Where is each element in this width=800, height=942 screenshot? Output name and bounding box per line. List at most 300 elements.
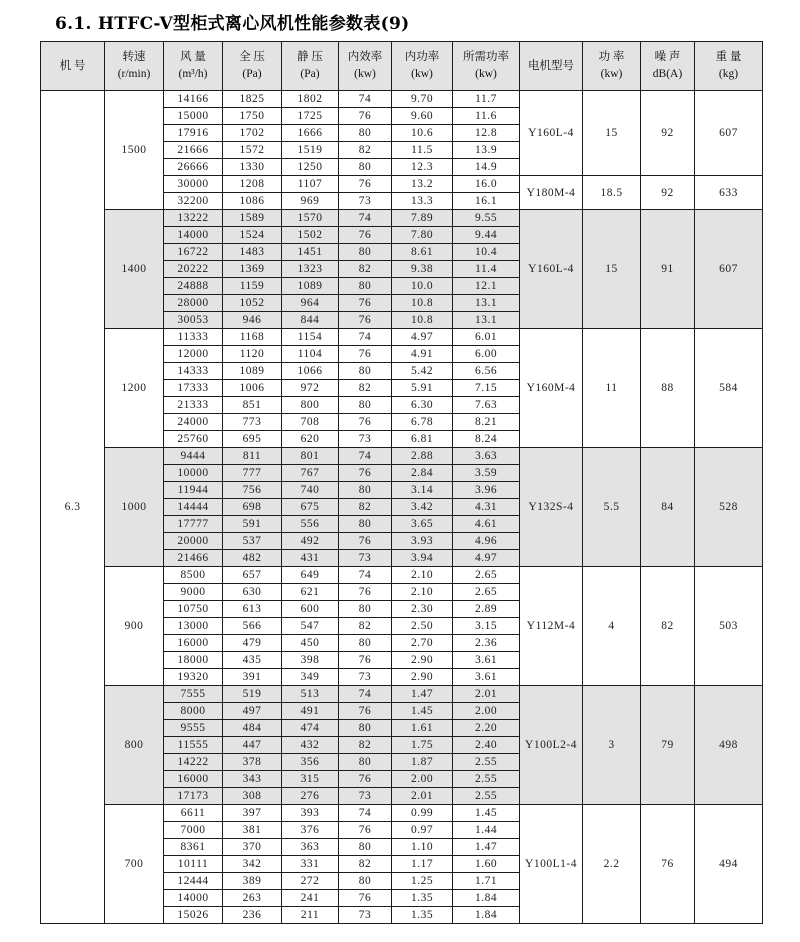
efficiency-cell: 82 <box>339 618 392 635</box>
total_pressure-cell: 946 <box>223 312 282 329</box>
required_power-cell: 16.1 <box>453 193 520 210</box>
machine-number-cell: 6.3 <box>41 91 105 924</box>
col-header-unit: dB(A) <box>652 68 683 80</box>
static_pressure-cell: 431 <box>282 550 339 567</box>
weight-cell: 633 <box>695 176 763 210</box>
col-header-unit: (kw) <box>475 68 497 80</box>
efficiency-cell: 73 <box>339 669 392 686</box>
flow-cell: 14166 <box>164 91 223 108</box>
col-header-label: 全 压 <box>239 51 265 64</box>
efficiency-cell: 80 <box>339 125 392 142</box>
table-row <box>41 91 763 108</box>
total_pressure-cell: 343 <box>223 771 282 788</box>
required_power-cell: 13.1 <box>453 312 520 329</box>
col-header-label: 转速 <box>122 51 146 64</box>
required_power-cell: 1.44 <box>453 822 520 839</box>
static_pressure-cell: 1725 <box>282 108 339 125</box>
motor-power-cell: 18.5 <box>583 176 641 210</box>
weight-cell: 503 <box>695 567 763 686</box>
required_power-cell: 2.55 <box>453 788 520 805</box>
efficiency-cell: 80 <box>339 244 392 261</box>
required_power-cell: 12.8 <box>453 125 520 142</box>
total_pressure-cell: 1825 <box>223 91 282 108</box>
internal_power-cell: 4.91 <box>392 346 453 363</box>
efficiency-cell: 76 <box>339 652 392 669</box>
internal_power-cell: 3.65 <box>392 516 453 533</box>
efficiency-cell: 76 <box>339 584 392 601</box>
flow-cell: 14000 <box>164 890 223 907</box>
static_pressure-cell: 276 <box>282 788 339 805</box>
internal_power-cell: 0.97 <box>392 822 453 839</box>
flow-cell: 10111 <box>164 856 223 873</box>
static_pressure-cell: 620 <box>282 431 339 448</box>
total_pressure-cell: 1589 <box>223 210 282 227</box>
efficiency-cell: 76 <box>339 312 392 329</box>
motor-power-cell: 15 <box>583 210 641 329</box>
total_pressure-cell: 1572 <box>223 142 282 159</box>
col-header-unit: (kw) <box>411 68 433 80</box>
col-header-label: 内功率 <box>404 51 440 64</box>
total_pressure-cell: 773 <box>223 414 282 431</box>
efficiency-cell: 76 <box>339 890 392 907</box>
col-header-efficiency <box>339 42 392 91</box>
col-header-weight <box>695 42 763 91</box>
flow-cell: 9444 <box>164 448 223 465</box>
efficiency-cell: 80 <box>339 754 392 771</box>
static_pressure-cell: 1451 <box>282 244 339 261</box>
flow-cell: 14000 <box>164 227 223 244</box>
table-row <box>41 805 763 822</box>
speed-cell: 1500 <box>105 91 164 210</box>
efficiency-cell: 82 <box>339 142 392 159</box>
static_pressure-cell: 1666 <box>282 125 339 142</box>
static_pressure-cell: 349 <box>282 669 339 686</box>
motor-power-cell: 2.2 <box>583 805 641 924</box>
efficiency-cell: 80 <box>339 720 392 737</box>
flow-cell: 26666 <box>164 159 223 176</box>
static_pressure-cell: 491 <box>282 703 339 720</box>
flow-cell: 17777 <box>164 516 223 533</box>
flow-cell: 14333 <box>164 363 223 380</box>
internal_power-cell: 1.87 <box>392 754 453 771</box>
motor-model-cell: Y160L-4 <box>520 91 583 176</box>
noise-cell: 91 <box>641 210 695 329</box>
total_pressure-cell: 811 <box>223 448 282 465</box>
total_pressure-cell: 756 <box>223 482 282 499</box>
total_pressure-cell: 484 <box>223 720 282 737</box>
efficiency-cell: 76 <box>339 822 392 839</box>
total_pressure-cell: 1524 <box>223 227 282 244</box>
efficiency-cell: 74 <box>339 567 392 584</box>
required_power-cell: 3.59 <box>453 465 520 482</box>
internal_power-cell: 5.91 <box>392 380 453 397</box>
static_pressure-cell: 1802 <box>282 91 339 108</box>
weight-cell: 584 <box>695 329 763 448</box>
internal_power-cell: 7.89 <box>392 210 453 227</box>
internal_power-cell: 8.61 <box>392 244 453 261</box>
required_power-cell: 12.1 <box>453 278 520 295</box>
efficiency-cell: 74 <box>339 210 392 227</box>
col-header-static_pressure <box>282 42 339 91</box>
flow-cell: 15000 <box>164 108 223 125</box>
table-body <box>41 91 763 924</box>
motor-power-cell: 11 <box>583 329 641 448</box>
static_pressure-cell: 844 <box>282 312 339 329</box>
internal_power-cell: 2.70 <box>392 635 453 652</box>
flow-cell: 28000 <box>164 295 223 312</box>
internal_power-cell: 1.61 <box>392 720 453 737</box>
internal_power-cell: 1.75 <box>392 737 453 754</box>
static_pressure-cell: 211 <box>282 907 339 924</box>
total_pressure-cell: 1006 <box>223 380 282 397</box>
static_pressure-cell: 393 <box>282 805 339 822</box>
efficiency-cell: 80 <box>339 873 392 890</box>
total_pressure-cell: 1750 <box>223 108 282 125</box>
flow-cell: 12000 <box>164 346 223 363</box>
flow-cell: 32200 <box>164 193 223 210</box>
internal_power-cell: 6.78 <box>392 414 453 431</box>
col-header-unit: (kg) <box>718 68 739 80</box>
col-header-internal_power <box>392 42 453 91</box>
flow-cell: 14444 <box>164 499 223 516</box>
col-header-required_power <box>453 42 520 91</box>
total_pressure-cell: 236 <box>223 907 282 924</box>
flow-cell: 21666 <box>164 142 223 159</box>
static_pressure-cell: 398 <box>282 652 339 669</box>
required_power-cell: 1.84 <box>453 907 520 924</box>
internal_power-cell: 2.90 <box>392 669 453 686</box>
required_power-cell: 2.00 <box>453 703 520 720</box>
static_pressure-cell: 969 <box>282 193 339 210</box>
table-row <box>41 448 763 465</box>
static_pressure-cell: 1502 <box>282 227 339 244</box>
efficiency-cell: 82 <box>339 856 392 873</box>
noise-cell: 84 <box>641 448 695 567</box>
flow-cell: 10750 <box>164 601 223 618</box>
flow-cell: 8000 <box>164 703 223 720</box>
motor-model-cell: Y180M-4 <box>520 176 583 210</box>
efficiency-cell: 76 <box>339 533 392 550</box>
col-header-label: 风 量 <box>180 51 206 64</box>
flow-cell: 21466 <box>164 550 223 567</box>
efficiency-cell: 76 <box>339 465 392 482</box>
col-header-machine <box>41 42 105 91</box>
motor-model-cell: Y112M-4 <box>520 567 583 686</box>
internal_power-cell: 3.14 <box>392 482 453 499</box>
static_pressure-cell: 740 <box>282 482 339 499</box>
speed-cell: 1200 <box>105 329 164 448</box>
col-header-motor_model <box>520 42 583 91</box>
static_pressure-cell: 1107 <box>282 176 339 193</box>
motor-model-cell: Y100L2-4 <box>520 686 583 805</box>
static_pressure-cell: 556 <box>282 516 339 533</box>
required_power-cell: 3.61 <box>453 669 520 686</box>
weight-cell: 607 <box>695 91 763 176</box>
required_power-cell: 2.65 <box>453 567 520 584</box>
weight-cell: 494 <box>695 805 763 924</box>
internal_power-cell: 1.35 <box>392 890 453 907</box>
flow-cell: 11333 <box>164 329 223 346</box>
flow-cell: 21333 <box>164 397 223 414</box>
internal_power-cell: 1.35 <box>392 907 453 924</box>
flow-cell: 13000 <box>164 618 223 635</box>
total_pressure-cell: 378 <box>223 754 282 771</box>
required_power-cell: 11.7 <box>453 91 520 108</box>
required_power-cell: 2.65 <box>453 584 520 601</box>
efficiency-cell: 73 <box>339 907 392 924</box>
required_power-cell: 2.20 <box>453 720 520 737</box>
efficiency-cell: 80 <box>339 482 392 499</box>
internal_power-cell: 2.01 <box>392 788 453 805</box>
fan-performance-table <box>40 41 763 924</box>
efficiency-cell: 74 <box>339 329 392 346</box>
required_power-cell: 2.01 <box>453 686 520 703</box>
static_pressure-cell: 600 <box>282 601 339 618</box>
total_pressure-cell: 1159 <box>223 278 282 295</box>
speed-cell: 800 <box>105 686 164 805</box>
flow-cell: 24888 <box>164 278 223 295</box>
col-header-unit: (Pa) <box>242 68 262 80</box>
required_power-cell: 2.36 <box>453 635 520 652</box>
flow-cell: 17173 <box>164 788 223 805</box>
col-header-motor_power <box>583 42 641 91</box>
col-header-label: 功 率 <box>598 51 625 64</box>
total_pressure-cell: 1168 <box>223 329 282 346</box>
table-row <box>41 686 763 703</box>
internal_power-cell: 13.2 <box>392 176 453 193</box>
efficiency-cell: 74 <box>339 805 392 822</box>
flow-cell: 8361 <box>164 839 223 856</box>
internal_power-cell: 9.70 <box>392 91 453 108</box>
table-row <box>41 329 763 346</box>
required_power-cell: 6.01 <box>453 329 520 346</box>
static_pressure-cell: 1154 <box>282 329 339 346</box>
internal_power-cell: 10.0 <box>392 278 453 295</box>
total_pressure-cell: 1208 <box>223 176 282 193</box>
total_pressure-cell: 342 <box>223 856 282 873</box>
col-header-unit: (Pa) <box>300 68 320 80</box>
efficiency-cell: 74 <box>339 448 392 465</box>
required_power-cell: 6.56 <box>453 363 520 380</box>
col-header-label: 电机型号 <box>528 59 574 72</box>
efficiency-cell: 80 <box>339 363 392 380</box>
static_pressure-cell: 363 <box>282 839 339 856</box>
efficiency-cell: 76 <box>339 703 392 720</box>
col-header-label: 所需功率 <box>463 51 509 64</box>
internal_power-cell: 2.10 <box>392 567 453 584</box>
col-header-label: 重 量 <box>715 51 742 64</box>
total_pressure-cell: 389 <box>223 873 282 890</box>
flow-cell: 13222 <box>164 210 223 227</box>
static_pressure-cell: 450 <box>282 635 339 652</box>
internal_power-cell: 12.3 <box>392 159 453 176</box>
required_power-cell: 8.21 <box>453 414 520 431</box>
efficiency-cell: 80 <box>339 635 392 652</box>
flow-cell: 20222 <box>164 261 223 278</box>
internal_power-cell: 2.88 <box>392 448 453 465</box>
internal_power-cell: 1.10 <box>392 839 453 856</box>
flow-cell: 9000 <box>164 584 223 601</box>
weight-cell: 607 <box>695 210 763 329</box>
static_pressure-cell: 767 <box>282 465 339 482</box>
static_pressure-cell: 1323 <box>282 261 339 278</box>
required_power-cell: 11.6 <box>453 108 520 125</box>
internal_power-cell: 9.60 <box>392 108 453 125</box>
efficiency-cell: 73 <box>339 788 392 805</box>
efficiency-cell: 76 <box>339 346 392 363</box>
col-header-label: 机 号 <box>59 59 86 72</box>
required_power-cell: 13.9 <box>453 142 520 159</box>
static_pressure-cell: 474 <box>282 720 339 737</box>
static_pressure-cell: 1250 <box>282 159 339 176</box>
total_pressure-cell: 1089 <box>223 363 282 380</box>
internal_power-cell: 2.90 <box>392 652 453 669</box>
total_pressure-cell: 1702 <box>223 125 282 142</box>
internal_power-cell: 2.30 <box>392 601 453 618</box>
col-header-speed <box>105 42 164 91</box>
flow-cell: 24000 <box>164 414 223 431</box>
total_pressure-cell: 263 <box>223 890 282 907</box>
total_pressure-cell: 1120 <box>223 346 282 363</box>
total_pressure-cell: 381 <box>223 822 282 839</box>
flow-cell: 9555 <box>164 720 223 737</box>
internal_power-cell: 3.42 <box>392 499 453 516</box>
col-header-label: 静 压 <box>297 51 323 64</box>
total_pressure-cell: 370 <box>223 839 282 856</box>
col-header-noise <box>641 42 695 91</box>
required_power-cell: 4.96 <box>453 533 520 550</box>
static_pressure-cell: 972 <box>282 380 339 397</box>
col-header-flow <box>164 42 223 91</box>
required_power-cell: 1.71 <box>453 873 520 890</box>
static_pressure-cell: 513 <box>282 686 339 703</box>
speed-cell: 1000 <box>105 448 164 567</box>
static_pressure-cell: 649 <box>282 567 339 584</box>
total_pressure-cell: 698 <box>223 499 282 516</box>
total_pressure-cell: 537 <box>223 533 282 550</box>
internal_power-cell: 4.97 <box>392 329 453 346</box>
motor-model-cell: Y132S-4 <box>520 448 583 567</box>
efficiency-cell: 73 <box>339 550 392 567</box>
required_power-cell: 1.60 <box>453 856 520 873</box>
efficiency-cell: 73 <box>339 193 392 210</box>
static_pressure-cell: 331 <box>282 856 339 873</box>
col-header-total_pressure <box>223 42 282 91</box>
internal_power-cell: 2.50 <box>392 618 453 635</box>
total_pressure-cell: 308 <box>223 788 282 805</box>
flow-cell: 16722 <box>164 244 223 261</box>
required_power-cell: 8.24 <box>453 431 520 448</box>
motor-power-cell: 5.5 <box>583 448 641 567</box>
motor-power-cell: 15 <box>583 91 641 176</box>
flow-cell: 30053 <box>164 312 223 329</box>
static_pressure-cell: 801 <box>282 448 339 465</box>
required_power-cell: 3.61 <box>453 652 520 669</box>
noise-cell: 92 <box>641 91 695 176</box>
internal_power-cell: 10.6 <box>392 125 453 142</box>
col-header-unit: (m³/h) <box>178 68 208 80</box>
motor-model-cell: Y160M-4 <box>520 329 583 448</box>
internal_power-cell: 11.5 <box>392 142 453 159</box>
required_power-cell: 16.0 <box>453 176 520 193</box>
table-header <box>41 42 763 91</box>
internal_power-cell: 0.99 <box>392 805 453 822</box>
static_pressure-cell: 432 <box>282 737 339 754</box>
total_pressure-cell: 397 <box>223 805 282 822</box>
total_pressure-cell: 851 <box>223 397 282 414</box>
table-row <box>41 210 763 227</box>
required_power-cell: 3.63 <box>453 448 520 465</box>
flow-cell: 6611 <box>164 805 223 822</box>
total_pressure-cell: 566 <box>223 618 282 635</box>
flow-cell: 7000 <box>164 822 223 839</box>
efficiency-cell: 76 <box>339 176 392 193</box>
total_pressure-cell: 1330 <box>223 159 282 176</box>
flow-cell: 7555 <box>164 686 223 703</box>
internal_power-cell: 13.3 <box>392 193 453 210</box>
internal_power-cell: 5.42 <box>392 363 453 380</box>
col-header-label: 内效率 <box>347 51 383 64</box>
required_power-cell: 11.4 <box>453 261 520 278</box>
efficiency-cell: 74 <box>339 686 392 703</box>
internal_power-cell: 7.80 <box>392 227 453 244</box>
flow-cell: 17333 <box>164 380 223 397</box>
static_pressure-cell: 621 <box>282 584 339 601</box>
internal_power-cell: 2.10 <box>392 584 453 601</box>
flow-cell: 10000 <box>164 465 223 482</box>
noise-cell: 82 <box>641 567 695 686</box>
required_power-cell: 1.47 <box>453 839 520 856</box>
static_pressure-cell: 1519 <box>282 142 339 159</box>
efficiency-cell: 76 <box>339 771 392 788</box>
total_pressure-cell: 1086 <box>223 193 282 210</box>
internal_power-cell: 3.93 <box>392 533 453 550</box>
internal_power-cell: 2.00 <box>392 771 453 788</box>
static_pressure-cell: 547 <box>282 618 339 635</box>
internal_power-cell: 6.81 <box>392 431 453 448</box>
required_power-cell: 7.15 <box>453 380 520 397</box>
speed-cell: 900 <box>105 567 164 686</box>
internal_power-cell: 9.38 <box>392 261 453 278</box>
required_power-cell: 14.9 <box>453 159 520 176</box>
flow-cell: 25760 <box>164 431 223 448</box>
weight-cell: 498 <box>695 686 763 805</box>
motor-model-cell: Y160L-4 <box>520 210 583 329</box>
internal_power-cell: 1.25 <box>392 873 453 890</box>
internal_power-cell: 1.45 <box>392 703 453 720</box>
static_pressure-cell: 964 <box>282 295 339 312</box>
total_pressure-cell: 435 <box>223 652 282 669</box>
efficiency-cell: 82 <box>339 380 392 397</box>
static_pressure-cell: 1066 <box>282 363 339 380</box>
total_pressure-cell: 391 <box>223 669 282 686</box>
efficiency-cell: 73 <box>339 431 392 448</box>
required_power-cell: 2.40 <box>453 737 520 754</box>
efficiency-cell: 80 <box>339 516 392 533</box>
efficiency-cell: 82 <box>339 261 392 278</box>
total_pressure-cell: 591 <box>223 516 282 533</box>
efficiency-cell: 80 <box>339 839 392 856</box>
flow-cell: 17916 <box>164 125 223 142</box>
flow-cell: 30000 <box>164 176 223 193</box>
efficiency-cell: 82 <box>339 499 392 516</box>
required_power-cell: 9.44 <box>453 227 520 244</box>
total_pressure-cell: 1369 <box>223 261 282 278</box>
motor-model-cell: Y100L1-4 <box>520 805 583 924</box>
required_power-cell: 9.55 <box>453 210 520 227</box>
noise-cell: 88 <box>641 329 695 448</box>
col-header-unit: (r/min) <box>117 68 151 80</box>
